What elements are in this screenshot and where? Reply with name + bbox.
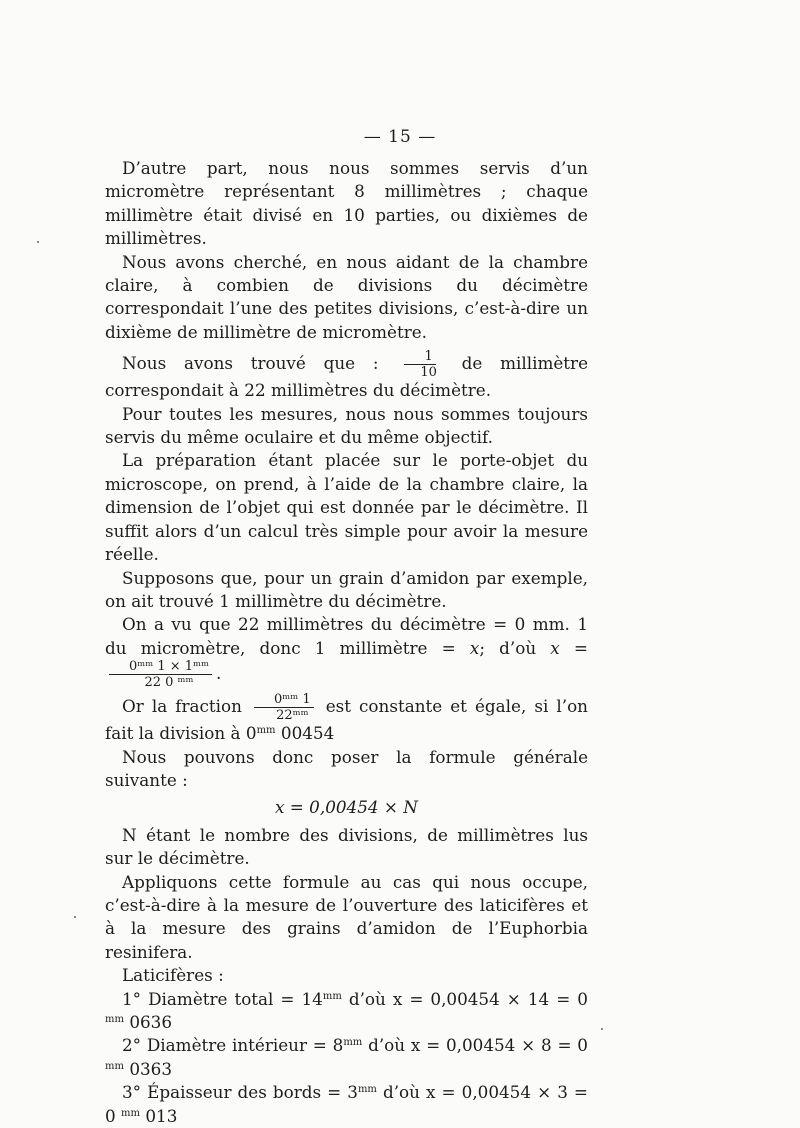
paragraph-found [105,350,588,402]
unit-mm: mm [121,1107,140,1119]
heading-laticiferes: Laticifères : [122,965,224,986]
calcul-text-b: ; d’où [479,637,537,658]
measurement-result: 013 [145,1105,178,1126]
measurement-calc: d’où x = 0,00454 × 3 = 0 [105,1082,588,1126]
found-text-after: de millimètre correspondait à 22 millimètres du décimètre. [105,353,589,401]
measurement-label: 1° Diamètre total = 14 [122,988,323,1009]
fraction-numerator: 0ᵐᵐ 1 × 1ᵐᵐ [109,660,212,675]
unit-mm: mm [322,990,342,1002]
page-body [105,157,588,1128]
page-number: — 15 — [363,127,437,147]
fraction-denominator: 10 [420,365,437,381]
measurement-label: 2° Diamètre intérieur = 8 [122,1035,344,1056]
paper-speck [601,1028,603,1030]
fraction-denominator: 22 0 ᵐᵐ [144,675,194,691]
paper-speck [74,916,76,918]
measurement-calc: d’où x = 0,00454 × 8 = 0 [368,1035,588,1056]
fraction-denominator: 22ᵐᵐ [276,708,309,724]
measurement-calc: d’où x = 0,00454 × 14 = 0 [348,988,588,1009]
paragraph-fraction-constante [105,693,588,745]
fraction-text-a: Or la fraction [122,696,242,717]
paragraph-formule-intro: Nous pouvons donc poser la formule générale suivante : [105,746,588,790]
measurement-label: 3° Épaisseur des bords = 3 [122,1082,358,1103]
paragraph-calcul [105,613,588,689]
fraction-constante [254,693,314,722]
unit-mm: mm [105,1060,124,1072]
calcul-text-a: On a vu que 22 millimètres du décimètre = 0 mm. 1 du micromètre, donc 1 millimètre = [105,614,588,658]
found-text-before: Nous avons trouvé que : [122,353,379,374]
equation-x: x = [550,637,588,658]
fraction-numerator: 1 [404,350,435,365]
paragraph-micrometer: D’autre part, nous nous sommes servis d’un micromètre représentant 8 millimètres ; chaque millimètre était divisé en 10 parties, ou dixièmes de millimètres. [105,158,588,249]
formula-text: x = 0,00454 × N [274,797,418,818]
paragraph-n-definition: N étant le nombre des divisions, de millimètres lus sur le décimètre. [105,824,588,869]
calcul-end: . [216,663,222,684]
fraction-calcul [109,660,212,689]
measurement-result: 0636 [129,1012,173,1032]
paragraph-supposons: Supposons que, pour un grain d’amidon par exemple, on ait trouvé 1 millimètre du décimètre. [105,567,588,611]
fraction-numerator: 0ᵐᵐ 1 [254,693,314,708]
paragraph-chambre-claire: Nous avons cherché, en nous aidant de la chambre claire, à combien de divisions du décimètre correspondait l’une des petites divisions, c’est-à-dire un dixième de millimètre de micromètre. [105,251,588,342]
measurement-result: 0363 [129,1058,173,1079]
measurement-item [105,988,588,1035]
measurement-item [105,1081,588,1128]
fraction-one-tenth [400,350,440,379]
formula [105,796,588,819]
paragraph-preparation: La préparation étant placée sur le porte-objet du microscope, on prend, à l’aide de la chambre claire, la dimension de l’objet qui est donnée par le décimètre. Il suffit alors d’un calcul très simple pour avoir la mesure réelle. [105,450,588,565]
paragraph-appliquons: Appliquons cette formule au cas qui nous occupe, c’est-à-dire à la mesure de l’ouverture des laticifères et à la mesure des grains d’amidon de l’Euphorbia resinifera. [105,871,588,962]
measurement-item [105,1034,588,1081]
unit-mm: mm [343,1037,363,1049]
paragraph-oculaire: Pour toutes les mesures, nous nous sommes toujours servis du même oculaire et du même objectif. [105,403,588,448]
paper-speck [37,241,39,243]
variable-x: x [469,637,480,658]
unit-mm: mm [105,1014,124,1025]
measurement-list [105,988,588,1128]
fraction-text-c: 00454 [280,723,335,744]
unit-mm: mm [357,1084,377,1096]
unit-mm: mm [256,725,276,737]
fraction-text-b: est constante et égale, si l’on fait la division à 0 [105,696,588,744]
